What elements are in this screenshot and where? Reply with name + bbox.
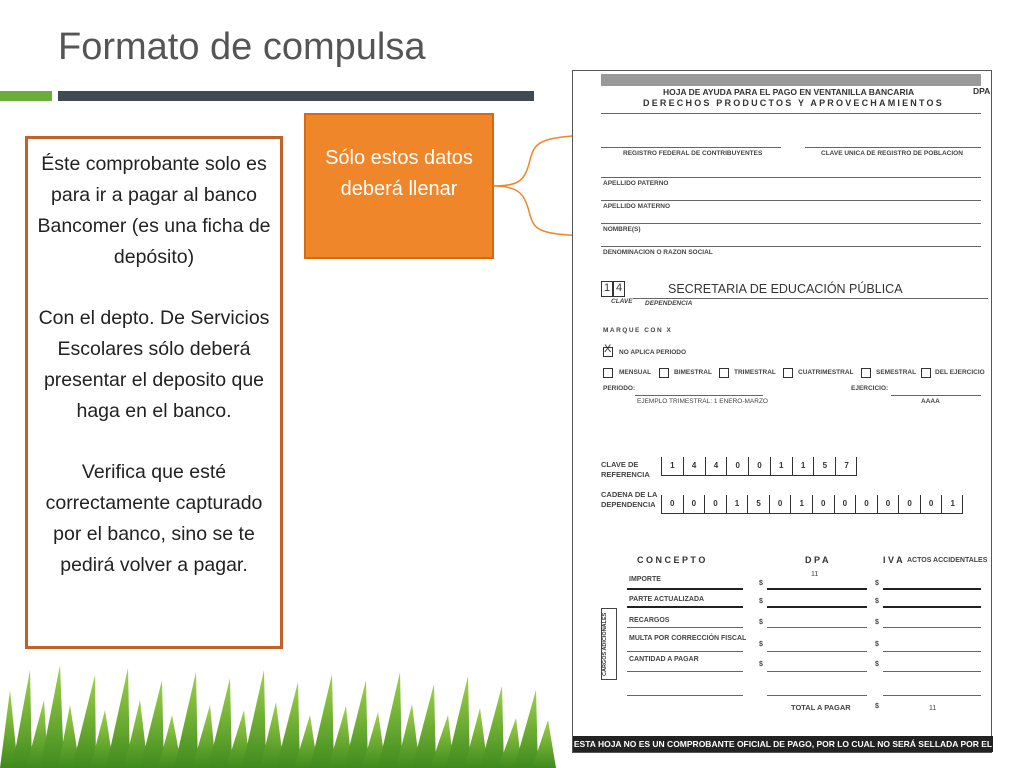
clave-digit-1: 1	[604, 282, 611, 294]
cadena-dependencia-digit: 5	[747, 495, 769, 513]
row-recargos: RECARGOS	[629, 617, 670, 624]
dollar-8: $	[875, 641, 879, 648]
col-concepto: C O N C E P T O	[637, 555, 706, 565]
cadena-dependencia-digit: 0	[855, 495, 877, 513]
form-top-band	[601, 74, 981, 86]
total-value: 11	[929, 705, 937, 712]
form-dpa-tag: DPA	[973, 86, 991, 96]
dollar-4: $	[875, 598, 879, 605]
clave-referencia-digit: 4	[683, 457, 705, 475]
cadena-dependencia-digit: 1	[790, 495, 812, 513]
col-dpa: D P A	[805, 555, 829, 565]
form-header-2: DERECHOS PRODUCTOS Y APROVECHAMIENTOS	[643, 98, 944, 108]
callout-box: Sólo estos datos deberá llenar	[304, 113, 494, 259]
cadena-dependencia-digit: 0	[704, 495, 726, 513]
row-multa: MULTA POR CORRECCIÓN FISCAL	[629, 635, 747, 642]
clave-referencia-digit: 0	[726, 457, 748, 475]
cadena-dependencia	[661, 495, 963, 514]
label-periodo: PERIODO:	[603, 385, 636, 392]
clave-referencia-digit: 0	[748, 457, 770, 475]
opt-bimestral: BIMESTRAL	[674, 369, 712, 376]
form-header-1: HOJA DE AYUDA PARA EL PAGO EN VENTANILLA BANCARIA	[663, 87, 915, 97]
col-actos: ACTOS ACCIDENTALES	[907, 557, 988, 564]
label-ejemplo: EJEMPLO TRIMESTRAL: 1 ENERO-MARZO	[637, 398, 768, 405]
dollar-total: $	[875, 703, 879, 710]
dollar-7: $	[759, 641, 763, 648]
label-aaaa: AAAA	[921, 398, 940, 405]
opt-mensual: MENSUAL	[619, 369, 652, 376]
instructions-paragraph-1: Éste comprobante solo es para ir a pagar al banco Bancomer (es una ficha de depósito)	[37, 153, 271, 268]
cadena-dependencia-digit: 1	[941, 495, 963, 513]
row-parte-actualizada: PARTE ACTUALIZADA	[629, 596, 705, 603]
label-nombres: NOMBRE(S)	[603, 226, 641, 233]
dollar-1: $	[759, 580, 763, 587]
label-apellido-paterno: APELLIDO PATERNO	[603, 180, 669, 187]
dollar-6: $	[875, 619, 879, 626]
cadena-dependencia-digit: 0	[769, 495, 791, 513]
x-mark: X	[604, 343, 612, 355]
dollar-9: $	[759, 661, 763, 668]
instructions-paragraph-3: Verifica que esté correctamente capturado por el banco, sino se te pedirá volver a pagar.	[45, 461, 263, 576]
dollar-10: $	[875, 661, 879, 668]
slide-title: Formato de compulsa	[58, 26, 426, 68]
clave-digit-2: 4	[616, 282, 623, 294]
label-dependencia: DEPENDENCIA	[645, 300, 693, 307]
label-no-aplica: NO APLICA PERIODO	[619, 349, 687, 356]
label-razon-social: DENOMINACION O RAZON SOCIAL	[603, 249, 713, 256]
clave-referencia-digit: 7	[835, 457, 857, 475]
cadena-dependencia-digit: 0	[834, 495, 856, 513]
opt-ejercicio: DEL EJERCICIO	[935, 369, 985, 376]
row-cantidad: CANTIDAD A PAGAR	[629, 656, 699, 663]
label-clave-ref-1: CLAVE DE	[601, 460, 639, 469]
cadena-dependencia-digit: 0	[898, 495, 920, 513]
clave-referencia-digit: 1	[661, 457, 683, 475]
clave-referencia-digit: 4	[705, 457, 727, 475]
clave-referencia-digit: 1	[770, 457, 792, 475]
total-label: TOTAL A PAGAR	[791, 703, 851, 712]
cadena-dependencia-digit: 0	[920, 495, 942, 513]
cadena-dependencia-digit: 0	[683, 495, 705, 513]
cadena-dependencia-digit: 0	[661, 495, 683, 513]
label-ejercicio: EJERCICIO:	[851, 385, 889, 392]
cargos-adicionales-label: CARGOS ADICIONALES	[601, 608, 617, 680]
cadena-dependencia-digit: 0	[812, 495, 834, 513]
label-rfc: REGISTRO FEDERAL DE CONTRIBUYENTES	[623, 150, 763, 157]
label-curp: CLAVE UNICA DE REGISTRO DE POBLACION	[821, 150, 963, 157]
form-footer-note: ESTA HOJA NO ES UN COMPROBANTE OFICIAL DE PAGO, POR LO CUAL NO SERÁ SELLADA POR EL CAJERO	[573, 736, 993, 752]
clave-referencia	[661, 457, 857, 476]
clave-referencia-digit: 1	[792, 457, 814, 475]
label-apellido-materno: APELLIDO MATERNO	[603, 203, 671, 210]
payment-form	[572, 70, 993, 765]
label-cadena-1: CADENA DE LA	[601, 490, 658, 499]
opt-semestral: SEMESTRAL	[876, 369, 917, 376]
instructions-paragraph-2: Con el depto. De Servicios Escolares sólo deberá presentar el deposito que haga en el banco.	[38, 307, 270, 422]
cadena-dependencia-digit: 0	[877, 495, 899, 513]
label-clave-ref-2: REFERENCIA	[601, 470, 650, 479]
dependencia-name: SECRETARIA DE EDUCACIÓN PÚBLICA	[668, 282, 903, 296]
label-cadena-2: DEPENDENCIA	[601, 500, 656, 509]
row-importe: IMPORTE	[629, 576, 661, 583]
dollar-3: $	[759, 598, 763, 605]
clave-referencia-digit: 5	[813, 457, 835, 475]
col-iva: I V A	[883, 555, 903, 565]
importe-value: 11	[811, 571, 819, 578]
label-clave: CLAVE	[611, 298, 633, 305]
label-marque: MARQUE CON X	[603, 327, 673, 334]
dollar-2: $	[875, 580, 879, 587]
opt-cuatrimestral: CUATRIMESTRAL	[798, 369, 854, 376]
cadena-dependencia-digit: 1	[726, 495, 748, 513]
dollar-5: $	[759, 619, 763, 626]
opt-trimestral: TRIMESTRAL	[734, 369, 776, 376]
grass-decoration	[0, 660, 560, 768]
